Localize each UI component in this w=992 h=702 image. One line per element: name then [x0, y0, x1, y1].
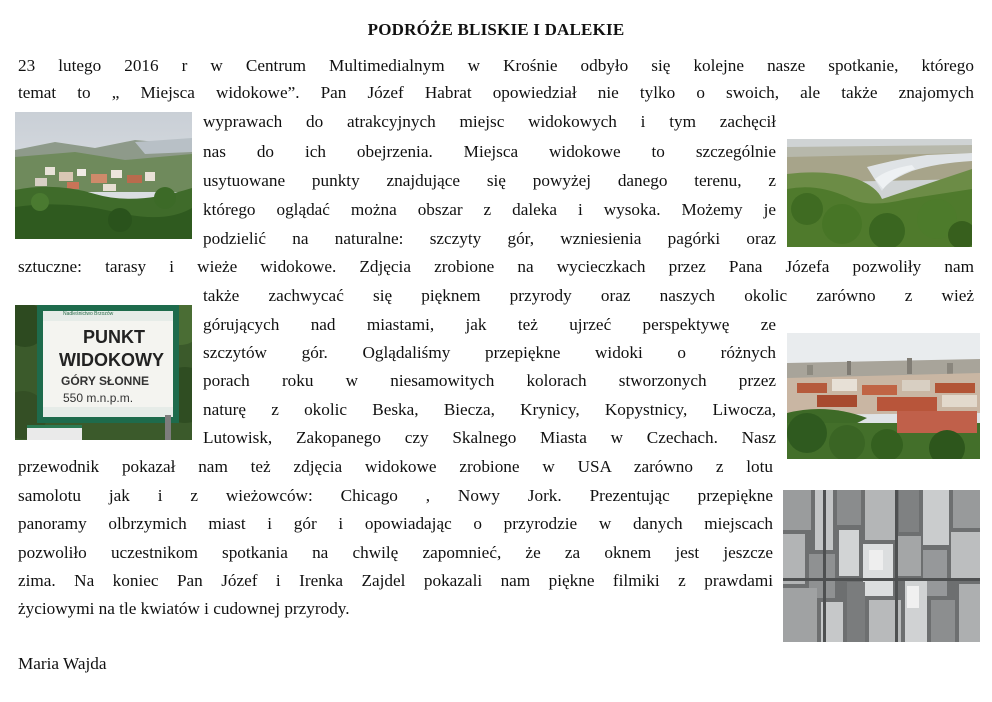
author-signature: Maria Wajda — [18, 654, 107, 673]
sign-text-altitude: 550 m.n.p.m. — [63, 391, 134, 405]
sign-small-header: Nadleśnictwo Brzozów — [63, 311, 114, 317]
text-line-10: górujących nad miastami, jak też ujrzeć perspektywę ze — [203, 315, 776, 334]
text-line-19: zima. Na koniec Pan Józef i Irenka Zajdel pokazali nam piękne filmiki z prawdami — [18, 571, 773, 590]
text-line-4: nas do ich obejrzenia. Miejsca widokowe to szczególnie — [203, 142, 776, 161]
text-line-9: także zachwycać się pięknem przyrody oraz naszych okolic zarówno z wież — [203, 286, 974, 305]
text-line-7: podzielić na naturalne: szczyty gór, wzniesienia pagórki oraz — [203, 229, 776, 248]
aerial-skyscrapers-photo — [783, 490, 980, 642]
article-title: PODRÓŻE BLISKIE I DALEKIE — [367, 20, 625, 39]
city-panorama-photo — [787, 333, 980, 459]
text-line-20: życiowymi na tle kwiatów i cudownej przyrody. — [18, 599, 350, 618]
text-line-11: szczytów gór. Oglądaliśmy przepiękne widoki o różnych — [203, 343, 776, 362]
text-line-13: naturę z okolic Beska, Biecza, Krynicy, Kopystnicy, Liwocza, — [203, 400, 776, 419]
text-line-1: 23 lutego 2016 r w Centrum Multimedialnym w Krośnie odbyło się kolejne nasze spotkanie, którego — [18, 56, 974, 75]
text-line-5: usytuowane punkty znajdujące się powyżej danego terenu, z — [203, 171, 776, 190]
text-line-12: porach roku w niesamowitych kolorach stworzonych przez — [203, 371, 776, 390]
sign-text-widokowy: WIDOKOWY — [59, 350, 164, 370]
sign-text-punkt: PUNKT — [83, 327, 145, 347]
river-valley-photo — [787, 139, 972, 247]
text-line-8: sztuczne: tarasy i wieże widokowe. Zdjęcia zrobione na wycieczkach przez Pana Józefa pozwoliły nam — [18, 257, 974, 276]
sign-text-gory-slonne: GÓRY SŁONNE — [61, 374, 150, 388]
town-view-photo — [15, 112, 192, 239]
text-line-18: pozwoliło uczestnikom spotkania na chwilę zapomnieć, że za oknem jest jeszcze — [18, 543, 773, 562]
text-line-16: samolotu jak i z wieżowców: Chicago , Nowy Jork. Prezentując przepiękne — [18, 486, 773, 505]
text-line-15: przewodnik pokazał nam też zdjęcia widokowe zrobione w USA zarówno z lotu — [18, 457, 773, 476]
text-line-17: panoramy olbrzymich miast i gór i opowiadając o przyrodzie w danych miejscach — [18, 514, 773, 533]
text-line-6: którego oglądać można obszar z daleka i wysoka. Możemy je — [203, 200, 776, 219]
viewpoint-sign-photo — [15, 305, 192, 440]
text-line-2: temat to „ Miejsca widokowe”. Pan Józef Habrat opowiedział nie tylko o swoich, ale także znajomych — [18, 83, 974, 102]
text-line-14: Lutowisk, Zakopanego czy Skalnego Miasta w Czechach. Nasz — [203, 428, 776, 447]
text-line-3: wyprawach do atrakcyjnych miejsc widokowych i tym zachęcił — [203, 112, 776, 131]
